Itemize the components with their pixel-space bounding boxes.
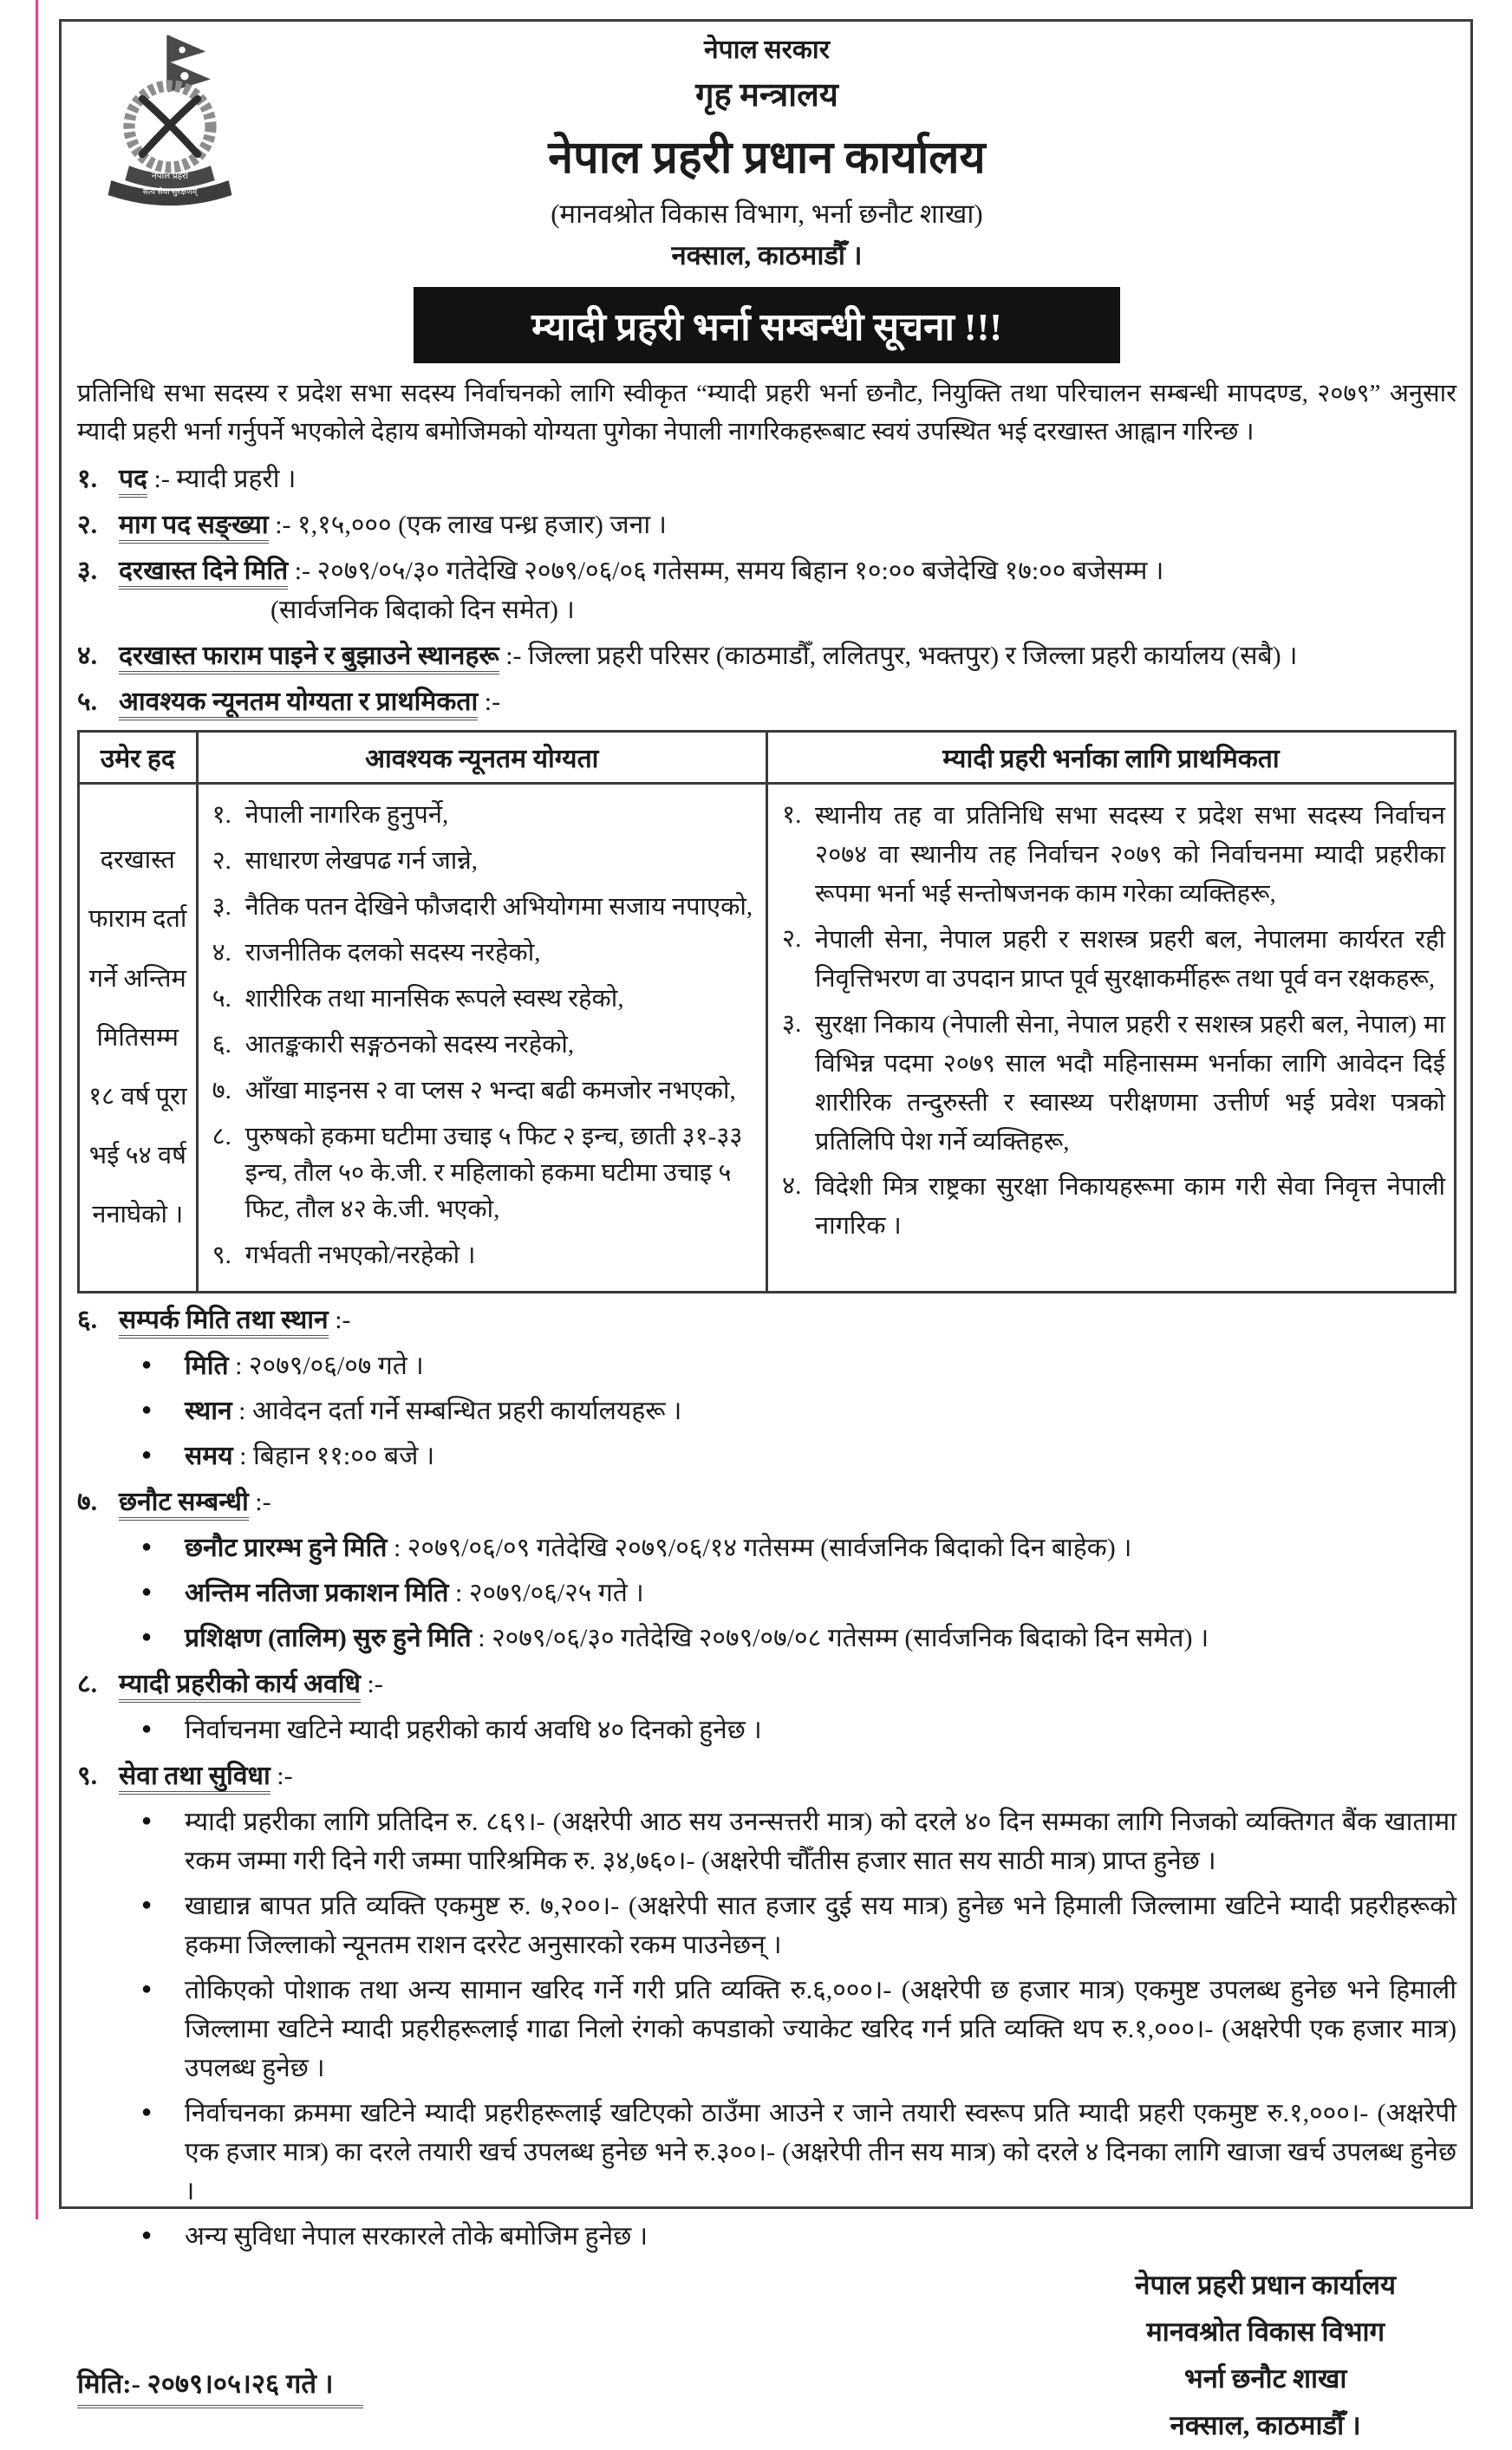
row-number: २. bbox=[781, 924, 802, 953]
notice-title-banner: म्यादी प्रहरी भर्ना सम्बन्धी सूचना !!! bbox=[414, 287, 1120, 363]
header-office-title: नेपाल प्रहरी प्रधान कार्यालय bbox=[548, 134, 986, 183]
table-row bbox=[207, 1026, 759, 1063]
bullet-item bbox=[119, 1574, 1457, 1613]
table-row bbox=[207, 1237, 759, 1274]
bullet-icon: ● bbox=[141, 2225, 153, 2245]
list-item-6 bbox=[77, 1300, 1457, 1339]
row-number: ३. bbox=[781, 1009, 802, 1038]
bullet-item bbox=[119, 1437, 1457, 1476]
signature-line-4: नक्साल, काठमाडौँ । bbox=[1170, 2410, 1361, 2441]
nepal-police-emblem bbox=[96, 30, 244, 208]
row-number: ८. bbox=[212, 1123, 231, 1151]
bullet-text: अन्य सुविधा नेपाल सरकारले तोके बमोजिम हुनेछ । bbox=[185, 2221, 648, 2251]
item-label: आवश्यक न्यूनतम योग्यता र प्राथमिकता bbox=[119, 687, 478, 720]
header-address: नक्साल, काठमाडौँ । bbox=[671, 240, 863, 270]
item-number: ३. bbox=[77, 557, 98, 585]
row-number: ३. bbox=[212, 893, 231, 922]
header-ministry: गृह मन्त्रालय bbox=[695, 77, 838, 114]
row-text: पुरुषको हकमा घटीमा उचाइ ५ फिट २ इन्च, छाती ३१-३३ इन्च, तौल ५० के.जी. र महिलाको हकमा घटीमा उचाइ ५ फिट, तौल ४२ के.जी. भएको, bbox=[244, 1123, 743, 1224]
row-text: नैतिक पतन देखिने फौजदारी अभियोगमा सजाय नपाएको, bbox=[244, 893, 753, 922]
bullet-item bbox=[119, 2094, 1457, 2211]
bullet-icon: ● bbox=[141, 1978, 153, 1998]
row-number: २. bbox=[212, 847, 231, 876]
bullet-item bbox=[119, 1391, 1457, 1430]
row-text: गर्भवती नभएको/नरहेको । bbox=[244, 1241, 476, 1270]
item-number: ९. bbox=[77, 1761, 98, 1790]
row-text: नेपाली सेना, नेपाल प्रहरी र सशस्त्र प्रहरी बल, नेपालमा कार्यरत रही निवृत्तिभरण वा उपदान प्राप्त पूर्व सुरक्षाकर्मीहरू तथा पूर्व वन रक्षकहरू, bbox=[814, 925, 1445, 993]
bullet-text: : बिहान ११:०० बजे । bbox=[239, 1441, 435, 1470]
bullet-text: निर्वाचनमा खटिने म्यादी प्रहरीको कार्य अवधि ४० दिनको हुनेछ । bbox=[185, 1715, 762, 1744]
bullet-label: छनौट प्रारम्भ हुने मिति bbox=[185, 1533, 388, 1562]
row-number: ४. bbox=[212, 939, 231, 968]
ribbon-banners bbox=[108, 166, 232, 205]
table-body-row bbox=[79, 784, 1456, 1293]
table-row bbox=[777, 1006, 1445, 1162]
bullet-icon: ● bbox=[141, 1444, 153, 1464]
bullet-text: : २०७९/०६/२५ गते । bbox=[455, 1578, 644, 1607]
bullet-item bbox=[119, 1710, 1457, 1750]
item-label: दरखास्त फाराम पाइने र बुझाउने स्थानहरू bbox=[119, 642, 499, 674]
item-label: सम्पर्क मिति तथा स्थान bbox=[119, 1306, 329, 1339]
item-number: ५. bbox=[77, 687, 98, 716]
document-footer bbox=[77, 2262, 1457, 2450]
bullet-text: : आवेदन दर्ता गर्ने सम्बन्धित प्रहरी कार्यालयहरू । bbox=[238, 1396, 682, 1425]
bullet-label: अन्तिम नतिजा प्रकाशन मिति bbox=[185, 1578, 449, 1607]
bullet-label: स्थान bbox=[185, 1396, 232, 1425]
row-text: स्थानीय तह वा प्रतिनिधि सभा सदस्य र प्रदेश सभा सदस्य निर्वाचन २०७४ वा स्थानीय तह निर्वाचन २०७९ को निर्वाचनमा म्यादी प्रहरीका रूपमा भर्ना भई सन्तोषजनक काम गरेका व्यक्तिहरू, bbox=[814, 802, 1445, 908]
table-row bbox=[207, 1072, 759, 1109]
table-row bbox=[207, 1118, 759, 1228]
table-row bbox=[777, 921, 1445, 999]
table-header-age: उमेर हद bbox=[79, 732, 198, 784]
item-value-continuation: (सार्वजनिक बिदाको दिन समेत) । bbox=[270, 596, 575, 624]
table-row bbox=[777, 1168, 1445, 1246]
row-text: शारीरिक तथा मानसिक रूपले स्वस्थ रहेको, bbox=[244, 985, 624, 1013]
item-value: :- १,१५,००० (एक लाख पन्ध्र हजार) जना । bbox=[275, 511, 667, 539]
row-number: ५. bbox=[212, 985, 231, 1013]
item-number: ६. bbox=[77, 1305, 98, 1334]
page-edge-line bbox=[36, 0, 38, 2219]
list-item-8 bbox=[77, 1665, 1457, 1704]
intro-paragraph: प्रतिनिधि सभा सदस्य र प्रदेश सभा सदस्य निर्वाचनको लागि स्वीकृत “म्यादी प्रहरी भर्ना छनौट, नियुक्ति तथा परिचालन सम्बन्धी मापदण्ड, २०७९” अनुसार म्यादी प्रहरी भर्ना गर्नुपर्ने भएकोले देहाय बमोजिमको योग्यता पुगेका नेपाली नागरिकहरूबाट स्वयं उपस्थित भई दरखास्त आह्वान गरिन्छ । bbox=[77, 380, 1457, 446]
item-number: ८. bbox=[77, 1669, 98, 1698]
bullet-label: मिति bbox=[185, 1351, 229, 1380]
row-text: साधारण लेखपढ गर्न जान्ने, bbox=[244, 847, 479, 876]
item-value: :- bbox=[484, 687, 501, 716]
item-value: :- bbox=[255, 1487, 271, 1516]
priority-list bbox=[766, 784, 1455, 1293]
signature-line-3: भर्ना छनौट शाखा bbox=[1183, 2363, 1347, 2395]
table-row bbox=[207, 797, 759, 833]
bullet-icon: ● bbox=[141, 2101, 153, 2121]
bullet-icon: ● bbox=[141, 1894, 153, 1914]
bullet-label: प्रशिक्षण (तालिम) सुरु हुने मिति bbox=[185, 1623, 472, 1652]
item-6-bullets bbox=[119, 1346, 1457, 1476]
row-text: राजनीतिक दलको सदस्य नरहेको, bbox=[244, 939, 541, 968]
list-item-9 bbox=[77, 1756, 1457, 1795]
item-number: १. bbox=[77, 465, 98, 493]
bullet-icon: ● bbox=[141, 1718, 153, 1738]
row-text: नेपाली नागरिक हुनुपर्ने, bbox=[244, 801, 449, 829]
bullet-text: : २०७९/०६/०९ गतेदेखि २०७९/०६/१४ गतेसम्म (सार्वजनिक बिदाको दिन बाहेक) । bbox=[393, 1533, 1132, 1562]
list-item-1 bbox=[77, 459, 1457, 498]
ribbon-text-top: नेपाल प्रहरी bbox=[151, 172, 189, 182]
item-number: ४. bbox=[77, 642, 98, 670]
table-header-row bbox=[79, 732, 1456, 784]
bullet-text: म्यादी प्रहरीका लागि प्रतिदिन रु. ८६९।- (अक्षरेपी आठ सय उनन्सत्तरी मात्र) को दरले ४० दिन सम्मका लागि निजको व्यक्तिगत बैंक खातामा रकम जम्मा गरी दिने गरी जम्मा पारिश्रमिक रु. ३४,७६०।- (अक्षरेपी चौँतीस हजार सात सय साठी मात्र) प्राप्त हुनेछ । bbox=[185, 1807, 1457, 1875]
bullet-text: : २०७९/०६/३० गतेदेखि २०७९/०७/०८ गतेसम्म (सार्वजनिक बिदाको दिन समेत) । bbox=[478, 1623, 1209, 1652]
bullet-item bbox=[119, 1528, 1457, 1567]
bullet-item bbox=[119, 1971, 1457, 2088]
bullet-text: तोकिएको पोशाक तथा अन्य सामान खरिद गर्ने गरी प्रति व्यक्ति रु.६,०००।- (अक्षरेपी छ हजार मात्र) एकमुष्ट उपलब्ध हुनेछ भने हिमाली जिल्लामा खटिने म्यादी प्रहरीहरूलाई गाढा निलो रंगको कपडाको ज्याकेट खरिद गर्न प्रति व्यक्ति थप रु.१,०००।- (अक्षरेपी एक हजार मात्र) उपलब्ध हुनेछ । bbox=[185, 1975, 1457, 2082]
signature-block bbox=[1135, 2262, 1396, 2450]
bullet-icon: ● bbox=[141, 1354, 153, 1374]
row-number: १. bbox=[212, 801, 231, 829]
table-row bbox=[207, 889, 759, 925]
item-9-bullets bbox=[119, 1802, 1457, 2256]
item-value: :- म्यादी प्रहरी । bbox=[153, 465, 297, 493]
item-8-bullets bbox=[119, 1710, 1457, 1750]
item-label: माग पद सङ्ख्या bbox=[119, 511, 269, 544]
age-limit-cell: दरखास्त फाराम दर्ता गर्ने अन्तिम मितिसम्म १८ वर्ष पूरा भई ५४ वर्ष ननाघेको । bbox=[79, 784, 198, 1293]
row-number: १. bbox=[781, 801, 802, 829]
item-value: :- २०७९/०५/३० गतेदेखि २०७९/०६/०६ गतेसम्म, समय बिहान १०:०० बजेदेखि १७:०० बजेसम्म । bbox=[294, 557, 1164, 585]
item-label: दरखास्त दिने मिति bbox=[119, 557, 288, 590]
row-text: आँखा माइनस २ वा प्लस २ भन्दा बढी कमजोर नभएको, bbox=[244, 1077, 736, 1105]
table-row bbox=[207, 843, 759, 879]
bullet-item bbox=[119, 1346, 1457, 1385]
list-item-7 bbox=[77, 1482, 1457, 1521]
list-item-5 bbox=[77, 682, 1457, 721]
row-text: आतङ्ककारी सङ्गठनको सदस्य नरहेको, bbox=[244, 1031, 575, 1059]
bullet-text: निर्वाचनका क्रममा खटिने म्यादी प्रहरीहरूलाई खटिएको ठाउँमा आउने र जाने तयारी स्वरूप प्रति म्यादी प्रहरी एकमुष्ट रु.१,०००।- (अक्षरेपी एक हजार मात्र) का दरले तयारी खर्च उपलब्ध हुनेछ भने रु.३००।- (अक्षरेपी तीन सय मात्र) को दरले ४ दिनका लागि खाजा खर्च उपलब्ध हुनेछ । bbox=[185, 2098, 1457, 2206]
item-7-bullets bbox=[119, 1528, 1457, 1658]
qualification-table bbox=[77, 730, 1457, 1293]
header-government: नेपाल सरकार bbox=[704, 36, 830, 64]
item-label: पद bbox=[119, 465, 147, 498]
bullet-item bbox=[119, 1802, 1457, 1880]
item-label: म्यादी प्रहरीको कार्य अवधि bbox=[119, 1670, 361, 1703]
footer-date: मिति:- २०७९।०५।२६ गते । bbox=[77, 2365, 363, 2408]
signature-line-2: मानवश्रोत विकास विभाग bbox=[1146, 2316, 1385, 2347]
row-number: ४. bbox=[781, 1172, 802, 1201]
item-value: :- bbox=[335, 1305, 351, 1334]
item-value: :- bbox=[367, 1669, 383, 1698]
signature-line-1: नेपाल प्रहरी प्रधान कार्यालय bbox=[1135, 2269, 1396, 2300]
bullet-icon: ● bbox=[141, 1626, 153, 1646]
bullet-icon: ● bbox=[141, 1399, 153, 1419]
bullet-icon: ● bbox=[141, 1581, 153, 1601]
document-header bbox=[77, 27, 1457, 273]
item-value: :- bbox=[277, 1761, 293, 1790]
qualification-list bbox=[197, 784, 766, 1293]
table-header-priority: म्यादी प्रहरी भर्नाका लागि प्राथमिकता bbox=[766, 732, 1455, 784]
table-header-qualification: आवश्यक न्यूनतम योग्यता bbox=[197, 732, 766, 784]
header-department: (मानवश्रोत विकास विभाग, भर्ना छनौट शाखा) bbox=[551, 199, 983, 229]
item-label: छनौट सम्बन्धी bbox=[119, 1488, 249, 1521]
item-value: :- जिल्ला प्रहरी परिसर (काठमाडौँ, ललितपुर, भक्तपुर) र जिल्ला प्रहरी कार्यालय (सबै) । bbox=[505, 642, 1298, 670]
bullet-text: खाद्यान्न बापत प्रति व्यक्ति एकमुष्ट रु. ७,२००।- (अक्षरेपी सात हजार दुई सय मात्र) हुनेछ भने हिमाली जिल्लामा खटिने म्यादी प्रहरीहरूको हकमा जिल्लाको न्यूनतम राशन दररेट अनुसारको रकम पाउनेछन् । bbox=[185, 1891, 1457, 1959]
document-border bbox=[59, 19, 1473, 2441]
bullet-item bbox=[119, 1619, 1457, 1658]
nepal-flag-icon bbox=[168, 36, 211, 93]
list-item-2 bbox=[77, 505, 1457, 544]
bullet-text: : २०७९/०६/०७ गते । bbox=[235, 1351, 424, 1380]
crossed-khukuri-icon bbox=[142, 99, 198, 154]
row-text: विदेशी मित्र राष्ट्रका सुरक्षा निकायहरूमा काम गरी सेवा निवृत्त नेपाली नागरिक । bbox=[814, 1173, 1445, 1241]
ribbon-text-bottom: सत्य सेवा सुरक्षणम् bbox=[142, 188, 198, 198]
table-row bbox=[207, 935, 759, 971]
bullet-icon: ● bbox=[141, 1536, 153, 1556]
list-item-3 bbox=[77, 551, 1457, 629]
row-number: ७. bbox=[212, 1077, 231, 1105]
item-number: २. bbox=[77, 511, 98, 539]
item-number: ७. bbox=[77, 1487, 98, 1516]
bullet-item bbox=[119, 1886, 1457, 1965]
table-row bbox=[207, 981, 759, 1017]
bullet-item bbox=[119, 2217, 1457, 2256]
row-text: सुरक्षा निकाय (नेपाली सेना, नेपाल प्रहरी र सशस्त्र प्रहरी बल, नेपाल) मा विभिन्न पदमा २०७९ साल भदौ महिनासम्म भर्नाका लागि आवेदन दिई शारीरिक तन्दुरुस्ती र स्वास्थ्य परीक्षणमा उत्तीर्ण भई प्रवेश पत्रको प्रतिलिपि पेश गर्ने व्यक्तिहरू, bbox=[814, 1010, 1445, 1156]
bullet-label: समय bbox=[185, 1441, 233, 1470]
row-number: ६. bbox=[212, 1031, 231, 1059]
list-item-4 bbox=[77, 636, 1457, 675]
row-number: ९. bbox=[212, 1241, 231, 1270]
bullet-icon: ● bbox=[141, 1810, 153, 1830]
item-label: सेवा तथा सुविधा bbox=[119, 1762, 270, 1795]
table-row bbox=[777, 797, 1445, 914]
